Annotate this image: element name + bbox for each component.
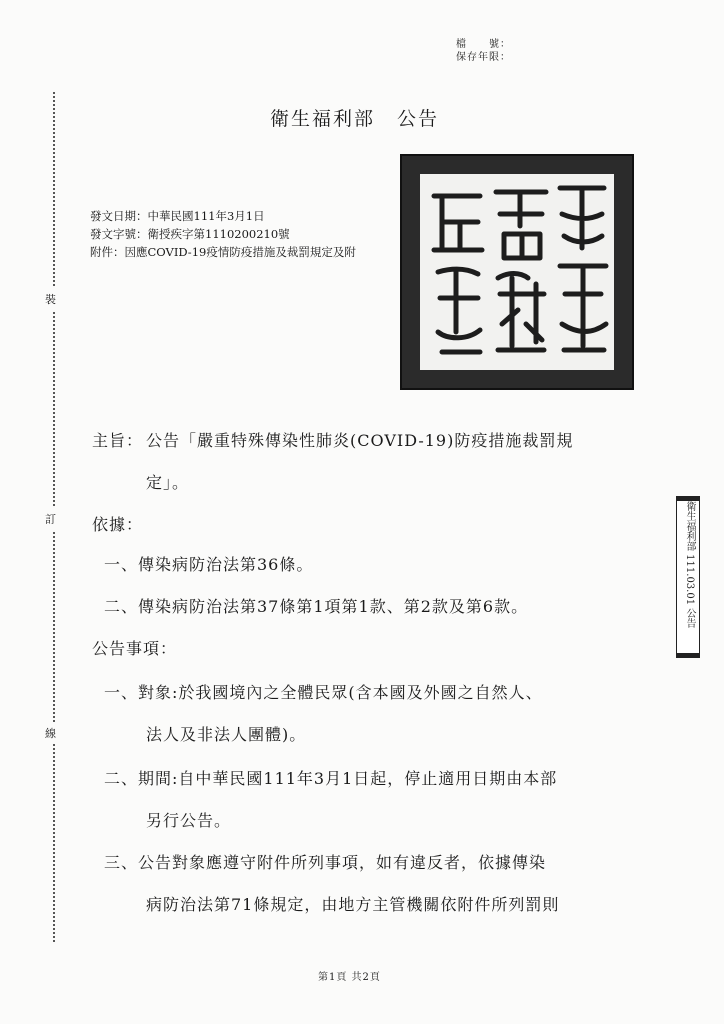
side-date-stamp xyxy=(676,496,700,658)
notice-item-3-line2: 病防治法第71條規定，由地方主管機關依附件所列罰則 xyxy=(146,895,560,914)
subject-label: 主旨： xyxy=(92,431,144,450)
subject-text-line2: 定」。 xyxy=(146,473,190,492)
basis-item-2: 二、傳染病防治法第37條第1項第1款、第2款及第6款。 xyxy=(104,597,529,616)
basis-item-1: 一、傳染病防治法第36條。 xyxy=(104,555,314,574)
stamp-bottom-bar xyxy=(677,653,699,657)
margin-bind-label: 裝 xyxy=(43,288,58,310)
notice-item-1-line2: 法人及非法人團體)。 xyxy=(146,725,307,744)
attachment-line: 附件：因應COVID-19疫情防疫措施及裁罰規定及附 xyxy=(90,245,356,259)
notice-item-3-line1: 三、公告對象應遵守附件所列事項，如有違反者，依據傳染 xyxy=(104,853,547,872)
retention-label: 保存年限： xyxy=(456,52,511,63)
page-title xyxy=(270,104,439,131)
notice-item-2-line2: 另行公告。 xyxy=(146,811,232,830)
archive-meta xyxy=(456,38,511,64)
notice-item-1-line1: 一、對象:於我國境內之全體民眾(含本國及外國之自然人、 xyxy=(104,683,543,702)
margin-line-label: 線 xyxy=(43,722,58,744)
official-seal xyxy=(400,154,634,390)
notice-item-2-line1: 二、期間:自中華民國111年3月1日起，停止適用日期由本部 xyxy=(104,769,558,788)
title-type: 公告 xyxy=(397,108,440,130)
issue-date: 發文日期：中華民國111年3月1日 xyxy=(90,209,265,223)
page-number: 第1頁 共2頁 xyxy=(318,972,381,983)
notice-label: 公告事項： xyxy=(92,639,178,658)
archive-number-label: 檔 號： xyxy=(456,39,511,50)
margin-staple-label: 訂 xyxy=(43,508,58,530)
side-stamp-text: 衛生福利部 111.03.01 公告 xyxy=(684,501,695,629)
seal-script-icon xyxy=(420,174,614,370)
document-number: 發文字號：衛授疾字第1110200210號 xyxy=(90,227,290,241)
subject-text-line1: 公告「嚴重特殊傳染性肺炎(COVID-19)防疫措施裁罰規 xyxy=(146,431,574,450)
basis-label: 依據： xyxy=(92,515,144,534)
title-org: 衛生福利部 xyxy=(270,108,376,130)
